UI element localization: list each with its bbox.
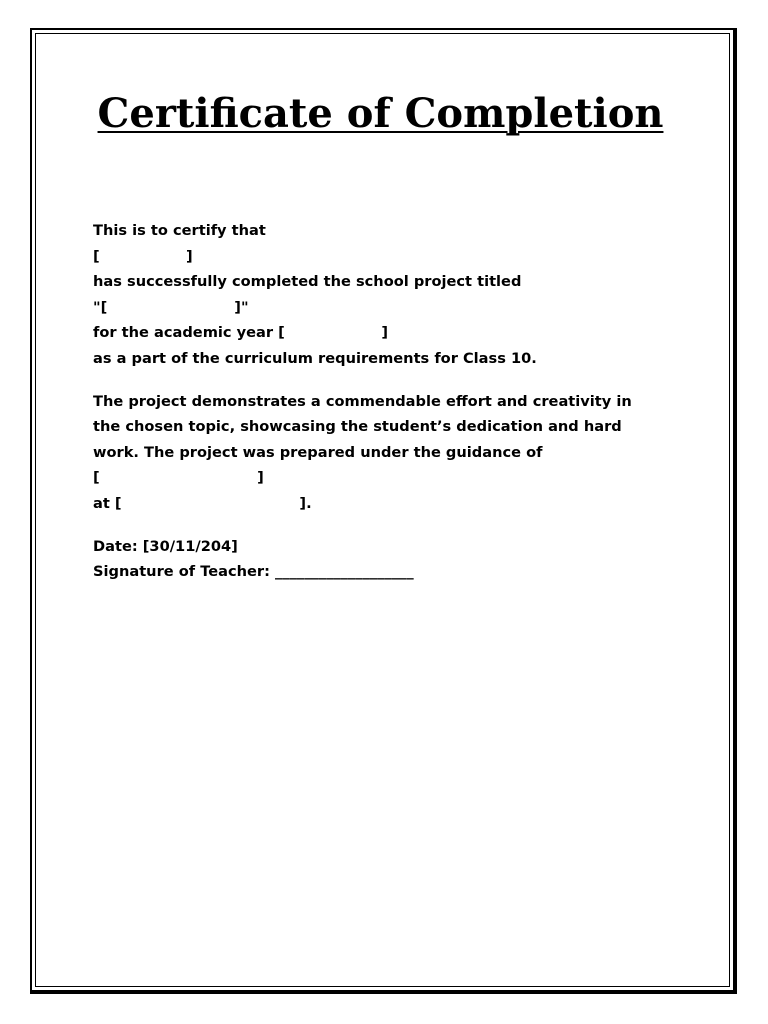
signature-line: Signature of Teacher: ___________________	[93, 563, 414, 581]
academic-year-text: for the academic year [ ]	[93, 324, 389, 342]
certificate-body	[93, 218, 703, 585]
curriculum-text: as a part of the curriculum requirements for Class 10.	[93, 349, 537, 367]
completed-text: has successfully completed the school project titled	[93, 273, 522, 291]
date-text: Date: [30/11/204]	[93, 537, 238, 555]
certification-block	[93, 218, 703, 372]
institution-text: at [ ].	[93, 494, 312, 512]
description-line-1: The project demonstrates a commendable effort and creativity in	[93, 392, 632, 410]
student-name-placeholder: [ ]	[93, 247, 193, 265]
guide-placeholder: [ ]	[93, 469, 264, 487]
certificate-title: Certificate of Completion	[97, 90, 664, 137]
description-block	[93, 389, 703, 517]
certify-intro: This is to certify that	[93, 222, 266, 239]
description-line-3: work. The project was prepared under the guidance of	[93, 443, 543, 461]
signoff-block	[93, 534, 703, 585]
project-title-placeholder: "[ ]"	[93, 298, 249, 316]
description-line-2: the chosen topic, showcasing the student’s dedication and hard	[93, 418, 622, 436]
